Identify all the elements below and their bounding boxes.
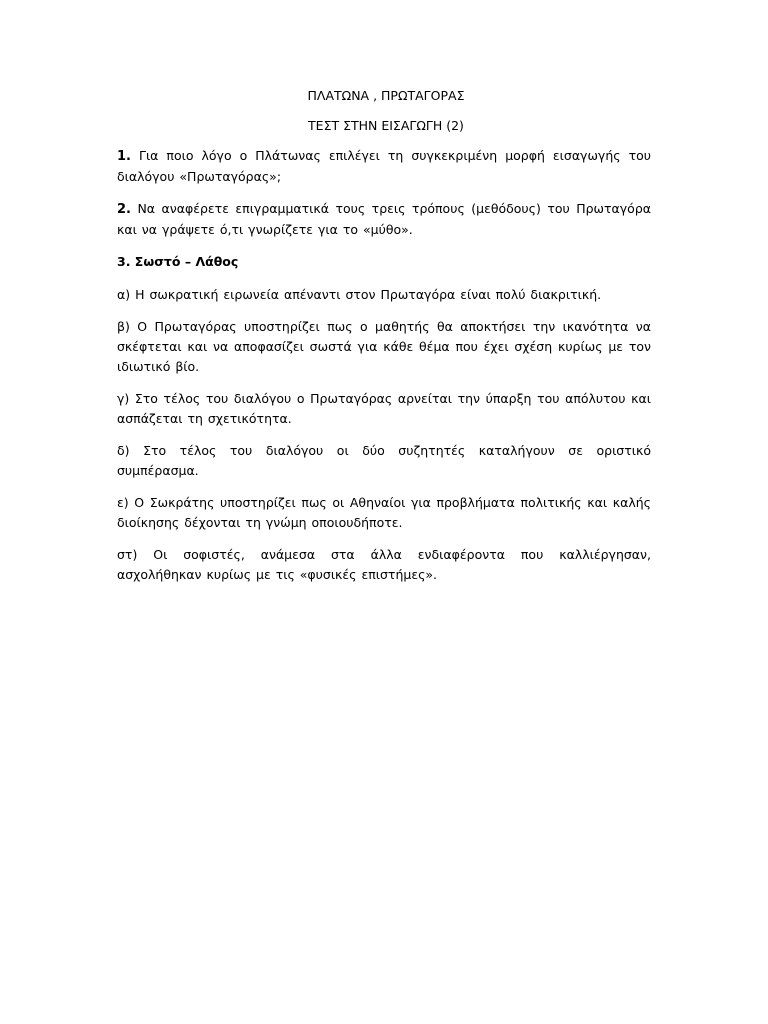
true-false-item-c: γ) Στο τέλος του διαλόγου ο Πρωταγόρας αρνείται την ύπαρξη του απόλυτου και ασπάζεται τη σχετικότητα.	[117, 391, 651, 426]
question-1-text: Για ποιο λόγο ο Πλάτωνας επιλέγει τη συγκεκριμένη μορφή εισαγωγής του διαλόγου «Πρωταγόρας»;	[117, 148, 651, 184]
question-1-number: 1.	[117, 149, 131, 164]
question-2-number: 2.	[117, 202, 131, 217]
true-false-item-e: ε) Ο Σωκράτης υποστηρίζει πως οι Αθηναίοι για προβλήματα πολιτικής και καλής διοίκησης δέχονται τη γνώμη οποιουδήποτε.	[117, 495, 651, 530]
true-false-item-d: δ) Στο τέλος του διαλόγου οι δύο συζητητές καταλήγουν σε οριστικό συμπέρασμα.	[117, 443, 651, 478]
question-1	[117, 146, 651, 187]
document-page	[117, 86, 651, 597]
true-false-item-a: α) Η σωκρατική ειρωνεία απέναντι στον Πρωταγόρα είναι πολύ διακριτική.	[117, 287, 602, 302]
section-3-heading: 3. Σωστό – Λάθος	[117, 254, 239, 269]
true-false-item-f: στ) Οι σοφιστές, ανάμεσα στα άλλα ενδιαφέροντα που καλλιέργησαν, ασχολήθηκαν κυρίως με τις «φυσικές επιστήμες».	[117, 547, 651, 582]
question-2	[117, 199, 651, 240]
document-title: ΠΛΑΤΩΝΑ , ΠΡΩΤΑΓΟΡΑΣ	[307, 88, 465, 103]
true-false-item-b: β) Ο Πρωταγόρας υποστηρίζει πως ο μαθητής θα αποκτήσει την ικανότητα να σκέφτεται και να αποφασίζει σωστά για κάθε θέμα που έχει σχέση κυρίως με τον ιδιωτικό βίο.	[117, 319, 651, 374]
question-2-text: Να αναφέρετε επιγραμματικά τους τρεις τρόπους (μεθόδους) του Πρωταγόρα και να γράψετε ό,τι γνωρίζετε για το «μύθο».	[117, 201, 651, 237]
document-subtitle: ΤΕΣΤ ΣΤΗΝ ΕΙΣΑΓΩΓΗ (2)	[308, 118, 464, 133]
